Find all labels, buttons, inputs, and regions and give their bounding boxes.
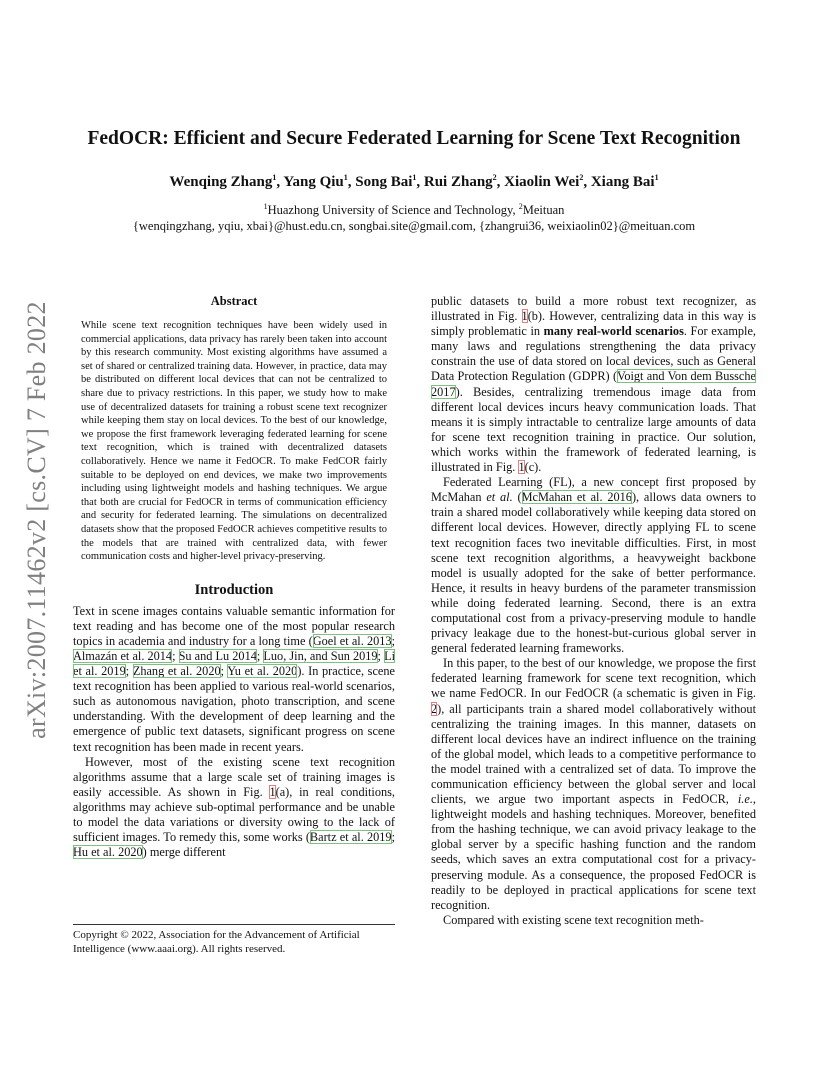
figure-link[interactable]: 1: [518, 460, 525, 475]
introduction-heading: Introduction: [194, 581, 274, 598]
author: Rui Zhang: [423, 174, 493, 190]
abstract-text: While scene text recognition techniques have been widely used in commercial applications, data privacy has rarely been taken into account by this research community. Most existing algorithms have assumed a set of shared or centralized training data. However, in practice, data may be distributed on different local devices that can not be centralized to share due to privacy restrictions. In this paper, we study how to make use of decentralized datasets for training a robust scene text recognizer while keeping them stay on local devices. To the best of our knowledge, we propose the first framework leveraging federated learning for scene text recognition, which is trained with decentralized datasets collaboratively. Hence we name it FedOCR. To make FedCOR fairly suitable to be deployed on end devices, we make two improvements including using lightweight models and hashing techniques. We argue that both are crucial for FedOCR in terms of communication efficiency and security for federated learning. The simulations on decentralized datasets show that the proposed FedOCR achieves competitive results to the models that are trained with centralized data, with fewer communication costs and higher-level privacy-preserving.: [81, 320, 387, 563]
author: Wenqing Zhang: [169, 174, 273, 190]
citation-link[interactable]: Bartz et al. 2019: [309, 830, 392, 845]
author: Xiang Bai: [590, 174, 655, 190]
citation-link[interactable]: Su and Lu 2014: [178, 648, 257, 663]
copyright-footnote: Copyright © 2022, Association for the Advancement of Artificial Intelligence (www.aaai.org). All rights reserved.: [73, 924, 395, 956]
right-paragraph-3: In this paper, to the best of our knowledge, we propose the first federated learning framework for scene text recognition, which we name FedOCR. In our FedOCR (a schematic is given in Fig. 2), all participants train a shared model collaboratively without centralizing the training images. In this manner, datasets on different local devices have an indirect influence on the training of the global model, which leads to a competitive performance to the model trained with a centralized set of data. To improve the communication efficiency between the global server and local clients, we argue two important aspects in FedOCR, i.e., lightweight models and hashing techniques. Moreover, benefited from the hashing technique, we can avoid privacy leakage to the global server by a specific hashing function and the random seeds, which saves an extra computational cost for a privacy-preserving module. As a consequence, the proposed FedOCR is readily to be deployed in practical applications for scene text recognition.: [431, 656, 756, 912]
figure-link[interactable]: 2: [431, 701, 438, 716]
citation-link[interactable]: Almazán et al. 2014: [73, 648, 173, 663]
author-list: Wenqing Zhang$^1$, Yang Qiu$^1$, Song Bai$^1$, Rui Zhang$^2$, Xiaolin Wei$^2$, Xiang Bai$^1$: [169, 173, 659, 190]
affiliation-line: $^1$Huazhong University of Science and Technology, $^2$Meituan: [263, 201, 565, 217]
author: Yang Qiu: [283, 174, 344, 190]
figure-link[interactable]: 1: [521, 309, 528, 324]
arxiv-watermark: [22, 290, 52, 750]
right-paragraph-4: Compared with existing scene text recognition meth-: [443, 912, 704, 927]
author: Song Bai: [355, 174, 413, 190]
intro-paragraph-2: However, most of the existing scene text recognition algorithms assume that a large scale set of training images is easily accessible. As shown in Fig. 1(a), in real conditions, algorithms may achieve sub-optimal performance and be unable to model the data variations or diversity owing to the lack of sufficient images. To remedy this, some works (Bartz et al. 2019; Hu et al. 2020) merge different: [73, 754, 396, 860]
citation-link[interactable]: Li et al. 2019: [73, 648, 395, 679]
citation-link[interactable]: Luo, Jin, and Sun 2019: [263, 648, 378, 663]
affiliations: [0, 202, 828, 234]
right-paragraph-2: Federated Learning (FL), a new concept first proposed by McMahan et al. (McMahan et al. 2016), allows data owners to train a shared model collaboratively while keeping data stored on different local devices. However, directly applying FL to scene text recognition faces two inevitable difficulties. First, in most scene text recognition algorithms, a heavyweight backbone model is usually adopted for the sake of better performance. Hence, it results in heavy burdens of the parameter transmission while doing federated learning. Second, there is an extra computational cost from a privacy-preserving module to handle privacy leakage due to the honest-but-curious global server in general federated learning frameworks.: [431, 475, 756, 656]
citation-link[interactable]: Goel et al. 2013: [312, 633, 392, 648]
citation-link[interactable]: Voigt and Von dem Bussche 2017: [431, 369, 756, 399]
figure-link[interactable]: 1: [269, 784, 276, 799]
abstract-heading: Abstract: [210, 294, 258, 308]
left-column: [73, 294, 395, 860]
citation-link[interactable]: McMahan et al. 2016: [521, 490, 632, 505]
citation-link[interactable]: Zhang et al. 2020: [132, 664, 221, 679]
author: Xiaolin Wei: [504, 174, 580, 190]
right-column: [431, 294, 756, 928]
citation-link[interactable]: Yu et al. 2020: [227, 664, 298, 679]
intro-paragraph-1: Text in scene images contains valuable semantic information for text reading and has become one of the most popular research topics in academia and industry for a long time (Goel et al. 2013; Almazán et al. 2014; Su and Lu 2014; Luo, Jin, and Sun 2019; Li et al. 2019; Zhang et al. 2020; Yu et al. 2020). In practice, scene text recognition has been applied to various real-world scenarios, such as autonomous navigation, photo transcription, and scene understanding. With the development of deep learning and the emergence of public text datasets, significant progress on scene text recognition has been made in recent years.: [73, 603, 395, 754]
right-paragraph-1: public datasets to build a more robust text recognizer, as illustrated in Fig. 1(b). However, centralizing data in this way is simply problematic in many real-world scenarios. For example, many laws and regulations strengthening the data privacy constrain the use of data stored on local devices, such as General Data Protection Regulation (GDPR) (Voigt and Von dem Bussche 2017). Besides, centralizing tremendous image data from different local devices incurs heavy communication loads. That means it is simply intractable to centralize large amounts of data for scene text recognition training in practice. Our solution, which works within the framework of federated learning, is illustrated in Fig. 1(c).: [431, 294, 756, 475]
arxiv-id: arXiv:2007.11462v2 [cs.CV] 7 Feb 2022: [22, 301, 51, 739]
author-emails: {wenqingzhang, yqiu, xbai}@hust.edu.cn, songbai.site@gmail.com, {zhangrui36, weixiaolin02}@meituan.com: [132, 219, 696, 233]
paper-title: FedOCR: Efficient and Secure Federated Learning for Scene Text Recognition: [87, 128, 741, 149]
citation-link[interactable]: Hu et al. 2020: [73, 845, 143, 860]
